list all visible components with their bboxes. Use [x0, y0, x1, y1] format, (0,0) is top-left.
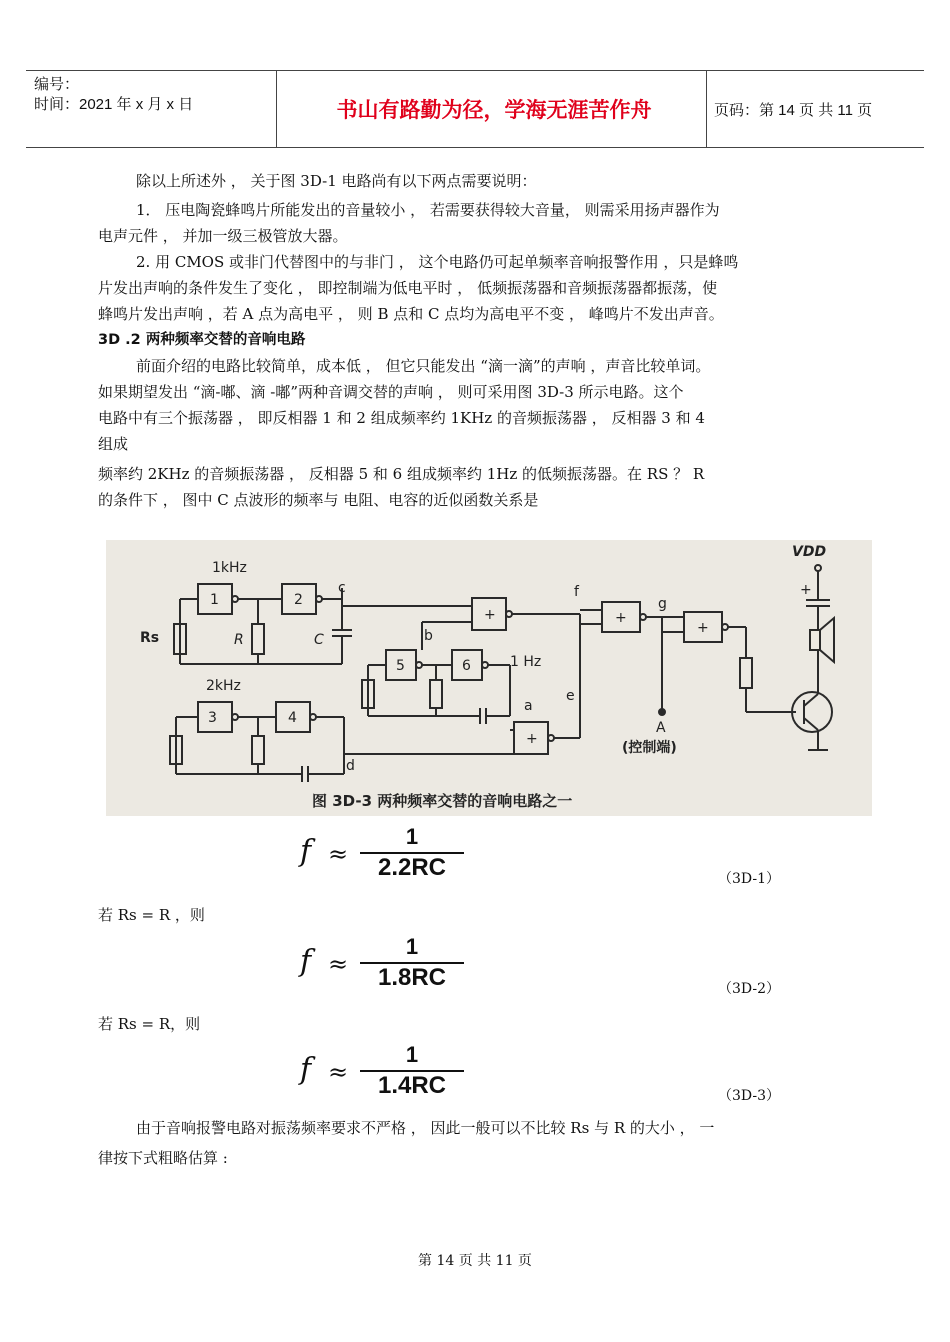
paragraph-line: 律按下式粗略估算 : [98, 1149, 228, 1167]
formula-denominator: 1.8RC [377, 964, 447, 991]
node-e-label: e [566, 688, 575, 704]
formula-approx: ≈ [328, 1058, 349, 1086]
node-c-label: c [338, 580, 346, 596]
node-b-label: b [424, 628, 433, 644]
equation-number: （3D-1） [718, 871, 781, 887]
paragraph-point2-line: 片发出声响的条件发生了变化 ， 即控制端为低电平时 ， 低频振荡器和音频振荡器都振荡，使 [98, 279, 718, 297]
header-motto: 书山有路勤为径，学海无涯苦作舟 [336, 98, 652, 122]
equation-number: （3D-2） [718, 981, 781, 997]
paragraph-line: 频率约 2KHz 的音频振荡器 ， 反相器 5 和 6 组成频率约 1Hz 的低频振荡器。在 RS ？ R [98, 465, 705, 483]
paragraph-line: 前面介绍的电路比较简单，成本低 ， 但它只能发出 “滴一滴”的声响 ，声音比较单词。 [136, 357, 711, 375]
and-gate-f-label: + [615, 610, 627, 626]
node-a-label: a [524, 698, 533, 714]
formula-approx: ≈ [328, 840, 349, 868]
circuit-diagram [106, 540, 872, 816]
formula-approx: ≈ [328, 950, 349, 978]
formula-numerator: 1 [405, 824, 419, 849]
label-rs: Rs [140, 630, 160, 646]
paragraph-line: 由于音响报警电路对振荡频率要求不严格 ， 因此一般可以不比较 Rs 与 R 的大小 ， 一 [136, 1119, 715, 1137]
header-page-info: 页码：第 14 页 共 11 页 [714, 101, 873, 119]
label-a-pin: A [656, 720, 666, 736]
paragraph-line: 如果期望发出 “滴-嘟、滴 -嘟”两种音调交替的声响 ， 则可采用图 3D-3 所示电路。这个 [98, 383, 684, 401]
equation-number: （3D-3） [718, 1088, 781, 1104]
condition-line: 若 Rs = R，则 [98, 1015, 201, 1033]
gate-5-label: 5 [396, 658, 405, 674]
figure-caption: 图 3D-3 两种频率交替的音响电路之一 [312, 792, 573, 810]
formula-denominator: 2.2RC [377, 854, 447, 881]
condition-line: 若 Rs = R ，则 [98, 906, 205, 924]
paragraph-point1-line: 1． 压电陶瓷蜂鸣片所能发出的音量较小 ， 若需要获得较大音量， 则需采用扬声器作为 [136, 201, 720, 219]
node-g-label: g [658, 596, 667, 612]
and-gate-g-label: + [697, 620, 709, 636]
formula-numerator: 1 [405, 934, 419, 959]
header-meta [34, 71, 274, 151]
gate-6-label: 6 [462, 658, 471, 674]
label-r: R [234, 632, 244, 648]
formula-lhs: f [300, 834, 312, 869]
and-gate-top-label: + [484, 607, 496, 623]
gate-2-label: 2 [294, 592, 303, 608]
header-divider [276, 71, 277, 147]
circuit-figure [106, 540, 872, 816]
label-plus: + [800, 582, 812, 598]
formula-lhs: f [300, 944, 312, 979]
label-2khz: 2kHz [206, 678, 241, 694]
header-divider [706, 71, 707, 147]
paragraph-point1-line: 电声元件 ， 并加一级三极管放大器。 [98, 227, 348, 245]
paragraph-point2-line: 蜂鸣片发出声响 ，若 A 点为高电平 ， 则 B 点和 C 点均为高电平不变 ， 峰鸣片不发出声音。 [98, 305, 724, 323]
node-f-label: f [574, 584, 579, 600]
formula-denominator: 1.4RC [377, 1072, 447, 1099]
gate-3-label: 3 [208, 710, 217, 726]
page-header [26, 70, 924, 148]
gate-4-label: 4 [288, 710, 297, 726]
formula-3d-1 [300, 824, 480, 890]
label-c: C [314, 632, 324, 648]
paragraph-line: 组成 [98, 435, 129, 453]
formula-numerator: 1 [405, 1042, 419, 1067]
label-control: (控制端) [622, 740, 677, 756]
node-d-label: d [346, 758, 355, 774]
section-heading: 3D .2 两种频率交替的音响电路 [98, 332, 306, 348]
paragraph-line: 电路中有三个振荡器 ， 即反相器 1 和 2 组成频率约 1KHz 的音频振荡器 ， 反相器 3 和 4 [98, 409, 705, 427]
page-footer: 第 14 页 共 11 页 [418, 1253, 532, 1269]
label-1khz: 1kHz [212, 560, 247, 576]
document-number-label: 编号： [34, 76, 80, 93]
label-1hz: 1 Hz [510, 654, 542, 670]
paragraph-line: 的条件下 ， 图中 C 点波形的频率与 电阻、电容的近似函数关系是 [98, 491, 539, 509]
and-gate-bottom-label: + [526, 731, 538, 747]
document-date-label: 时间：2021 年 x 月 x 日 [34, 96, 194, 113]
paragraph-point2-line: 2. 用 CMOS 或非门代替图中的与非门 ， 这个电路仍可起单频率音响报警作用 ，只是蜂鸣 [136, 253, 739, 271]
formula-lhs: f [300, 1052, 312, 1087]
gate-1-label: 1 [210, 592, 219, 608]
formula-3d-2 [300, 934, 480, 1000]
formula-3d-3 [300, 1042, 480, 1108]
label-vdd: VDD [792, 544, 827, 560]
paragraph-intro: 除以上所述外 ， 关于图 3D-1 电路尚有以下两点需要说明： [136, 172, 537, 190]
